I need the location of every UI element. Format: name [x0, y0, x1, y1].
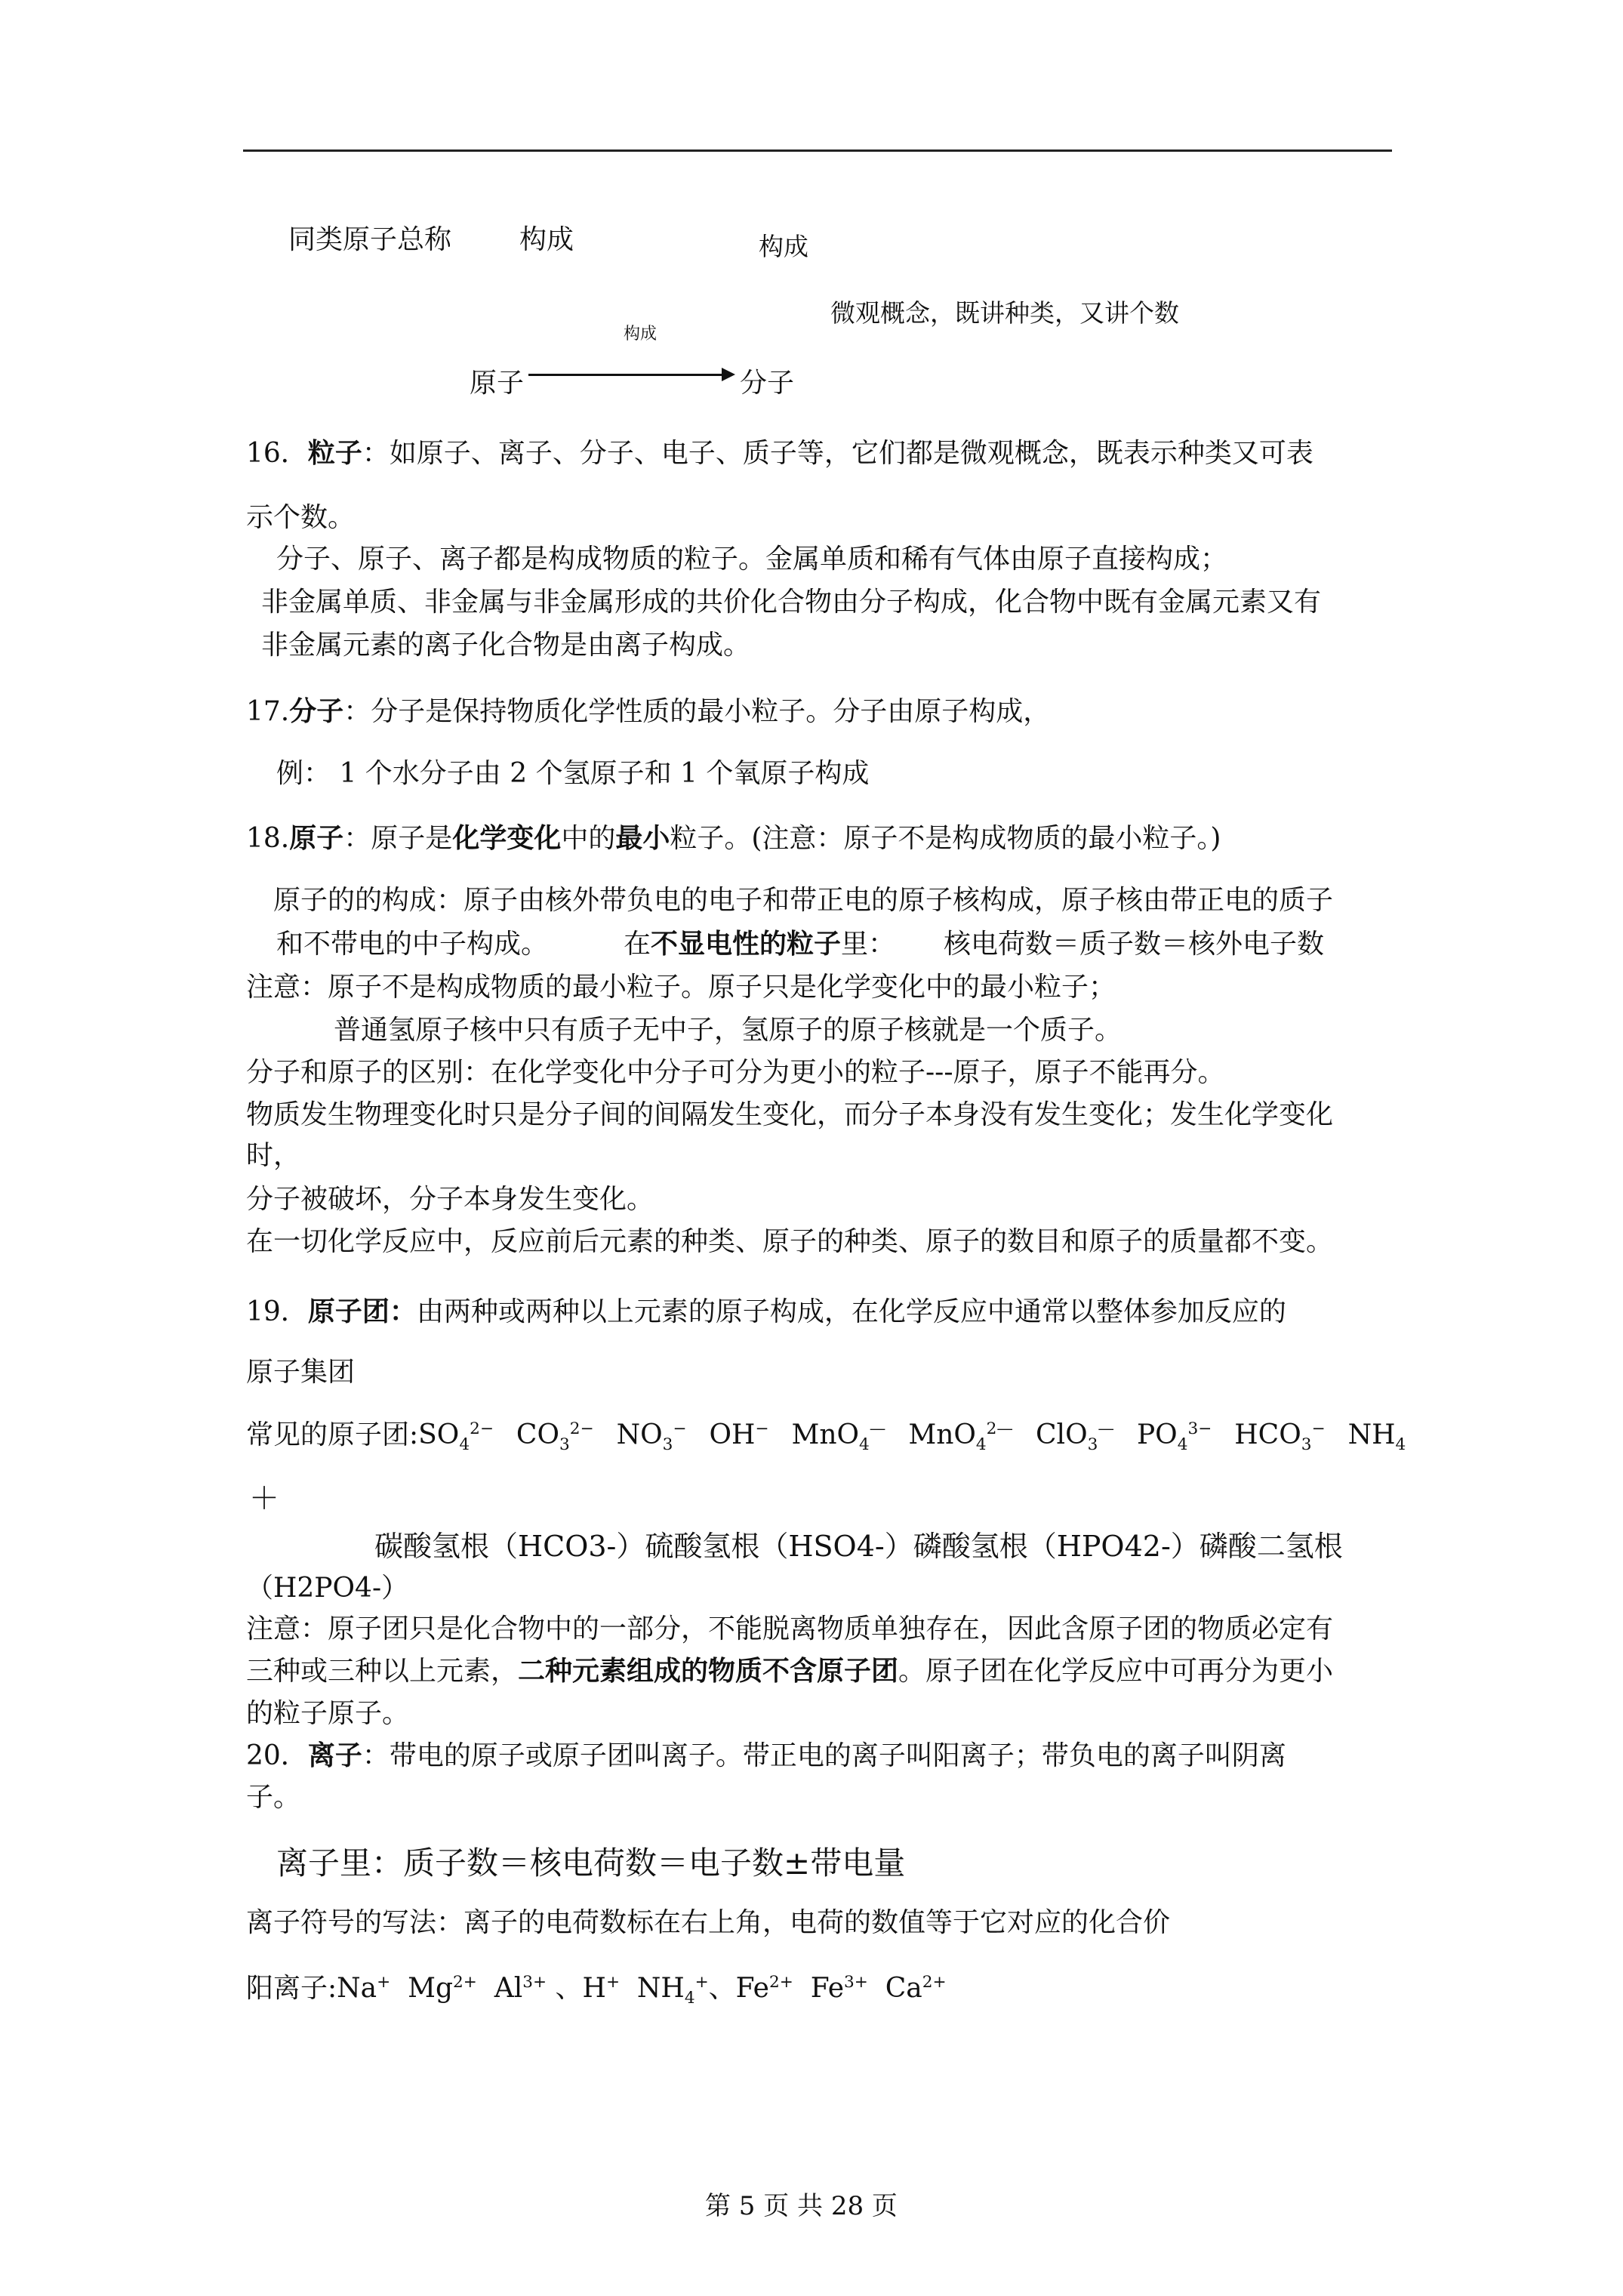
text: 粒子。(注意：原子不是构成物质的最小粒子。) [670, 823, 1221, 854]
section-sep: ： [362, 1740, 390, 1771]
atomic-group: OH− [709, 1419, 769, 1450]
paragraph: 示个数。 [246, 502, 356, 533]
section-term: 分子 [289, 696, 344, 727]
section-19-heading [246, 1296, 1286, 1327]
paragraph: 分子被破坏，分子本身发生变化。 [246, 1184, 654, 1215]
paragraph [624, 929, 895, 960]
diagram-label-same-atoms: 同类原子总称 [288, 224, 452, 255]
diagram-arrow-head [722, 368, 735, 381]
section-number: 19． [246, 1296, 308, 1327]
text: 里： [841, 929, 896, 960]
acid-radicals-line: （H2PO4-） [246, 1573, 409, 1604]
text: 中的 [561, 823, 616, 854]
paragraph: 子。 [246, 1782, 301, 1813]
section-17-heading [246, 696, 1050, 727]
common-groups-label: 常见的原子团: [246, 1419, 419, 1450]
atomic-group: $SO_4^{2-}$ [418, 1419, 494, 1455]
paragraph: 时， [246, 1140, 301, 1171]
diagram-label-compose: 构成 [519, 224, 574, 255]
section-number: 16． [246, 438, 308, 469]
note [246, 1656, 1333, 1687]
diagram-label-compose: 构成 [759, 232, 808, 261]
groups-list [418, 1419, 1428, 1455]
atomic-group: MnO$_4^{2—}$ [908, 1419, 1014, 1455]
bold-text: 化学变化 [452, 823, 562, 854]
atomic-group: $PO_4^{3-}$ [1136, 1419, 1212, 1455]
common-groups-row [246, 1419, 1428, 1455]
paragraph: 分子和原子的区别：在化学变化中分子可分为更小的粒子---原子，原子不能再分。 [246, 1057, 1225, 1088]
diagram-node-molecule: 分子 [740, 368, 795, 399]
cation-list: Na+ $Mg^{2+}$ $Al^{3+}$ 、H+ $NH_4^+$、$Fe^{2+}$ $Fe^{3+}$ $Ca^{2+}$ [337, 1973, 947, 2008]
section-number: 18. [246, 823, 290, 854]
text: 原子是 [371, 823, 453, 854]
section-number: 17. [246, 696, 290, 727]
section-sep: ： [343, 823, 371, 854]
paragraph: 物质发生物理变化时只是分子间的间隔发生变化，而分子本身没有发生变化；发生化学变化 [246, 1099, 1334, 1130]
section-text: 由两种或两种以上元素的原子构成，在化学反应中通常以整体参加反应的 [416, 1296, 1286, 1327]
bold-text: 不显电性的粒子 [651, 929, 842, 960]
paragraph: 分子、原子、离子都是构成物质的粒子。金属单质和稀有气体由原子直接构成； [276, 544, 1228, 575]
section-18-heading [246, 823, 1221, 854]
diagram-node-atom: 原子 [470, 368, 525, 399]
atomic-group: $HCO_3^-$ [1234, 1419, 1326, 1455]
section-number: 20． [246, 1740, 308, 1771]
acid-radicals-line: 碳酸氢根（HCO3-）硫酸氢根（HSO4-）磷酸氢根（HPO42-）磷酸二氢根 [374, 1530, 1343, 1563]
paragraph: 离子符号的写法：离子的电荷数标在右上角，电荷的数值等于它对应的化合价 [246, 1907, 1171, 1938]
page-number: 第 5 页 共 28 页 [705, 2191, 898, 2221]
atomic-group: $NH_4$ [1347, 1419, 1406, 1455]
section-20-heading [246, 1740, 1286, 1771]
section-sep: ： [362, 438, 390, 469]
ion-formula: 离子里：质子数＝核电荷数＝电子数±带电量 [276, 1845, 906, 1881]
section-sep: ： [389, 1296, 417, 1327]
atomic-group: $CO_3^{2-}$ [516, 1419, 594, 1455]
text: 三种或三种以上元素， [246, 1656, 519, 1687]
note: 的粒子原子。 [246, 1698, 410, 1729]
atomic-group: MnO$_4$— [791, 1419, 886, 1455]
cation-label: 阳离子: [246, 1973, 337, 2004]
atomic-group: $NO_3^-$ [616, 1419, 687, 1455]
section-text: 带电的原子或原子团叫离子。带正电的离子叫阳离子；带负电的离子叫阴离 [389, 1740, 1286, 1771]
bold-text: 最小 [615, 823, 670, 854]
cation-row [246, 1973, 947, 2008]
paragraph: 原子的的构成：原子由核外带负电的电子和带正电的原子核构成，原子核由带正电的质子 [273, 885, 1334, 916]
text: 。原子团在化学反应中可再分为更小 [898, 1656, 1334, 1687]
section-term: 离子 [307, 1740, 362, 1771]
bold-text: 二种元素组成的物质不含原子团 [518, 1656, 899, 1687]
diagram-arrow-label: 构成 [624, 325, 658, 344]
section-16-heading [246, 438, 1313, 469]
paragraph: 在一切化学反应中，反应前后元素的种类、原子的种类、原子的数目和原子的质量都不变。 [246, 1226, 1334, 1257]
section-text: 分子是保持物质化学性质的最小粒子。分子由原子构成， [371, 696, 1051, 727]
section-term: 原子团 [307, 1296, 390, 1327]
section-sep: ： [343, 696, 371, 727]
formula: 核电荷数＝质子数＝核外电子数 [944, 929, 1325, 960]
paragraph: 非金属单质、非金属与非金属形成的共价化合物由分子构成，化合物中既有金属元素又有 [261, 587, 1322, 618]
plus-sign: ＋ [249, 1481, 279, 1516]
paragraph: 原子集团 [246, 1357, 356, 1388]
section-text: 如原子、离子、分子、电子、质子等，它们都是微观概念，既表示种类又可表 [389, 438, 1313, 469]
diagram-arrow [528, 374, 725, 376]
text: 在 [624, 929, 651, 960]
note: 注意：原子团只是化合物中的一部分，不能脱离物质单独存在，因此含原子团的物质必定有 [246, 1613, 1334, 1644]
section-term: 粒子 [307, 438, 362, 469]
example: 例： 1 个水分子由 2 个氢原子和 1 个氧原子构成 [276, 758, 870, 789]
atomic-group: ClO$_3$— [1036, 1419, 1114, 1455]
paragraph: 非金属元素的离子化合物是由离子构成。 [261, 630, 751, 661]
header-rule [243, 149, 1392, 152]
section-term: 原子 [289, 823, 344, 854]
note: 普通氢原子核中只有质子无中子，氢原子的原子核就是一个质子。 [334, 1015, 1123, 1046]
note: 注意：原子不是构成物质的最小粒子。原子只是化学变化中的最小粒子； [246, 972, 1116, 1003]
paragraph: 和不带电的中子构成。 [276, 929, 549, 960]
diagram-label-micro: 微观概念，既讲种类，又讲个数 [830, 298, 1179, 328]
